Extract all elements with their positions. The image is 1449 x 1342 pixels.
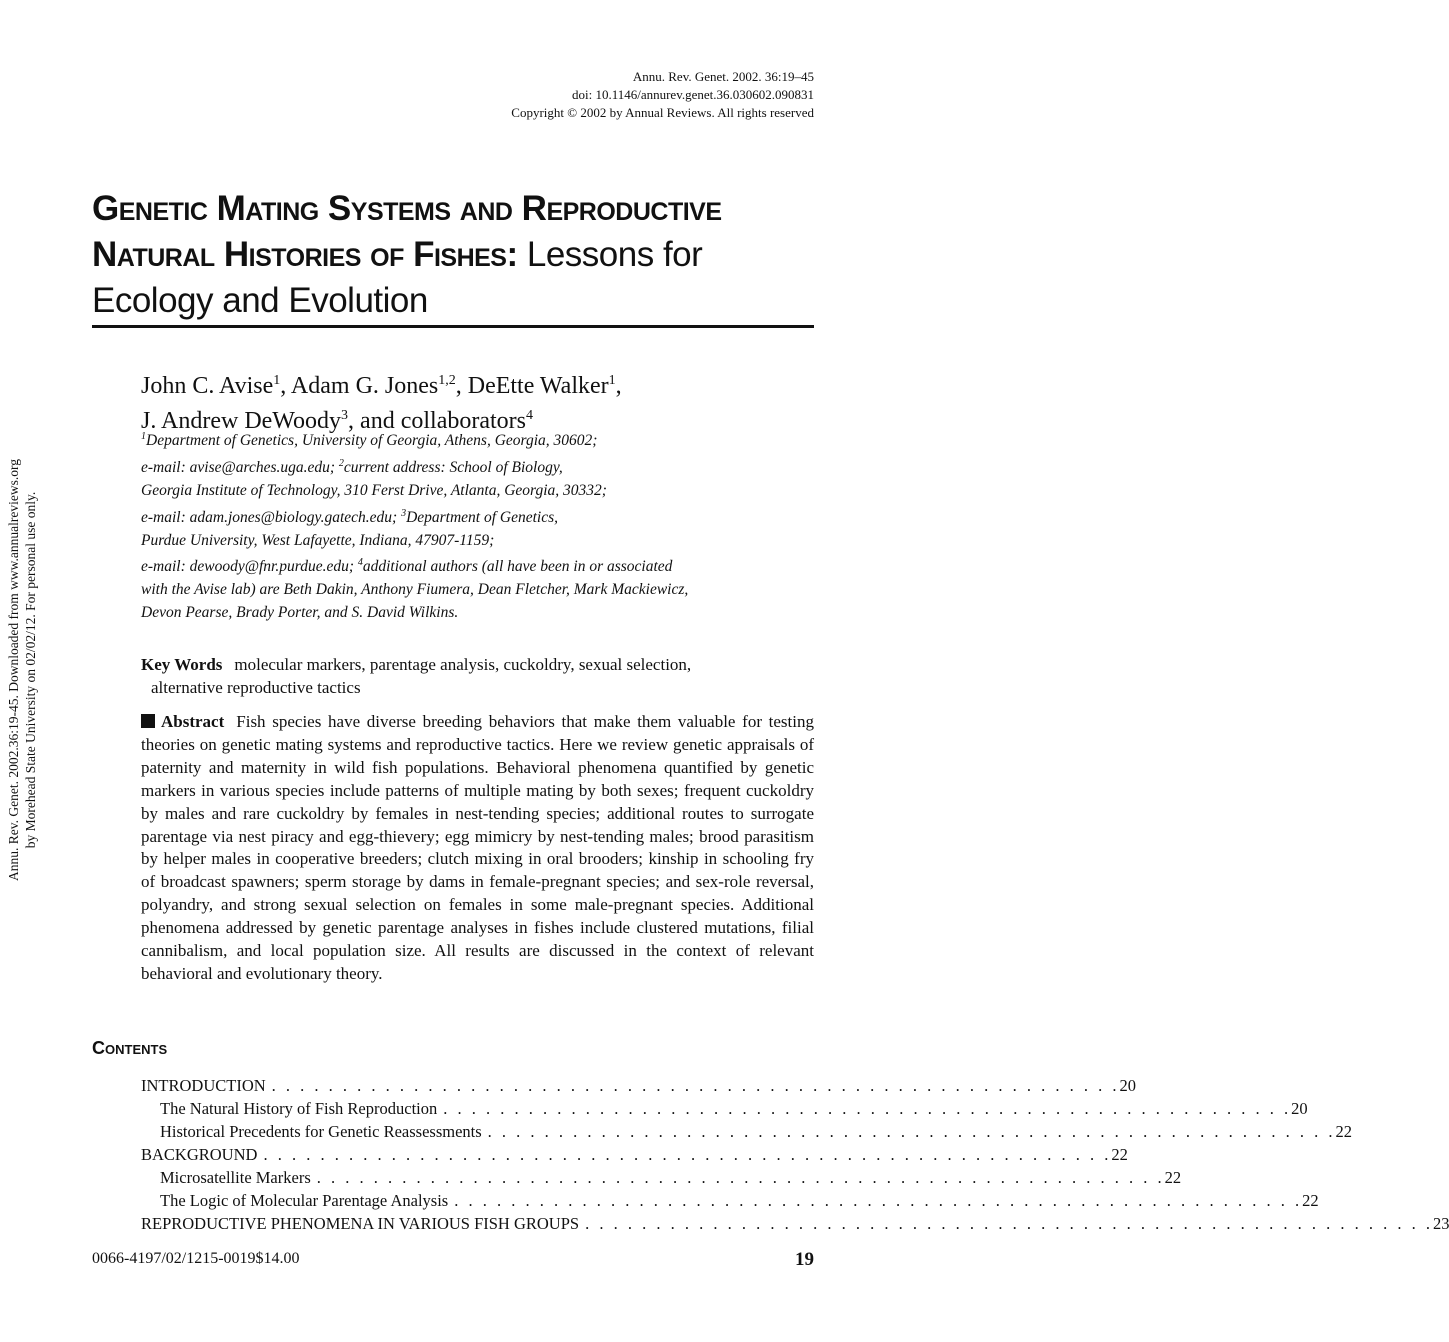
author-name: J. Andrew DeWoody [141, 408, 342, 434]
abstract-label: Abstract [161, 712, 225, 731]
author-sep: , [615, 373, 622, 399]
doi[interactable]: doi: 10.1146/annurev.genet.36.030602.090831 [571, 87, 814, 102]
toc-page: 22 [1164, 1168, 1182, 1187]
author-affil-mark: 1,2 [438, 373, 456, 388]
toc-title: Historical Precedents for Genetic Reassessments [160, 1122, 482, 1141]
page-number: 19 [795, 1249, 814, 1270]
download-notice [5, 390, 39, 950]
toc-leader: . . . . . . . . . . . . . . . . . . . . . . . . . . . . . . . . . . . . . . . . . . . . . . . . . . . . . . . . . . . . [454, 1191, 1303, 1210]
author-name: John C. Avise [141, 373, 274, 399]
toc-page: 22 [1302, 1191, 1319, 1210]
affil-line: Purdue University, West Lafayette, Indiana, 47907-1159; [141, 531, 495, 549]
affiliations [141, 426, 821, 625]
title-main: Genetic Mating Systems and Reproductive Natural Histories of Fishes: [92, 189, 722, 274]
affil-mark: 2 [338, 457, 344, 469]
toc-entry[interactable] [141, 1191, 1319, 1214]
toc-title: BACKGROUND [141, 1145, 258, 1164]
affil-line: Department of Genetics, University of Georgia, Athens, Georgia, 30602; [146, 432, 598, 450]
author-name: , DeEtte Walker [455, 373, 609, 399]
affil-line: e-mail: adam.jones@biology.gatech.edu; [141, 508, 402, 526]
toc-page: 22 [1335, 1122, 1353, 1141]
keywords-line2: alternative reproductive tactics [151, 678, 361, 697]
toc-title: REPRODUCTIVE PHENOMENA IN VARIOUS FISH GROUPS [141, 1214, 580, 1233]
affil-mark: 3 [401, 507, 407, 519]
keywords [141, 653, 814, 699]
toc-entry[interactable] [141, 1214, 1449, 1237]
affil-mark: 4 [357, 557, 363, 569]
toc-title: The Natural History of Fish Reproduction [160, 1099, 438, 1118]
author-affil-mark: 4 [525, 408, 533, 423]
toc-entry[interactable] [141, 1168, 1182, 1191]
toc-title: The Logic of Molecular Parentage Analysis [160, 1191, 449, 1210]
square-bullet-icon [141, 714, 155, 728]
affil-mark: 1 [141, 431, 146, 442]
author-name: , and collaborators [348, 408, 526, 434]
affil-line: additional authors (all have been in or associated [362, 558, 673, 576]
toc-leader: . . . . . . . . . . . . . . . . . . . . . . . . . . . . . . . . . . . . . . . . . . . . . . . . . . . . . . . . . . . . [316, 1168, 1165, 1187]
affil-line: e-mail: avise@arches.uga.edu; [141, 459, 339, 477]
journal-header [511, 68, 814, 122]
affil-line: current address: School of Biology, [343, 459, 563, 477]
toc-leader: . . . . . . . . . . . . . . . . . . . . . . . . . . . . . . . . . . . . . . . . . . . . . . . . . . . . . . . . . . . . [585, 1214, 1433, 1233]
download-notice-line2: by Morehead State University on 02/02/12. For personal use only. [23, 491, 38, 849]
toc-page: 20 [1119, 1076, 1137, 1095]
toc-leader: . . . . . . . . . . . . . . . . . . . . . . . . . . . . . . . . . . . . . . . . . . . . . . . . . . . . . . . . . . . . [263, 1145, 1112, 1164]
author-affil-mark: 1 [273, 373, 281, 388]
affil-line: Georgia Institute of Technology, 310 Ferst Drive, Atlanta, Georgia, 30332; [141, 481, 607, 499]
author-affil-mark: 1 [608, 373, 616, 388]
contents-heading: Contents [92, 1038, 168, 1058]
keywords-line1: molecular markers, parentage analysis, cuckoldry, sexual selection, [234, 655, 692, 674]
affil-line: with the Avise lab) are Beth Dakin, Anthony Fiumera, Dean Fletcher, Mark Mackiewicz, [141, 581, 689, 599]
toc-page: 23 [1432, 1214, 1449, 1233]
keywords-label: Key Words [141, 655, 223, 674]
affil-line: Department of Genetics, [406, 508, 559, 526]
price-code: 0066-4197/02/1215-0019$14.00 [92, 1250, 300, 1267]
toc-leader: . . . . . . . . . . . . . . . . . . . . . . . . . . . . . . . . . . . . . . . . . . . . . . . . . . . . . . . . . . . . [487, 1122, 1336, 1141]
title-rule [92, 325, 814, 328]
abstract-text: Fish species have diverse breeding behaviors that make them valuable for testing theories on genetic mating systems and reproductive tactics. Here we review genetic appraisals of paternity and maternity in wild fish populations. Behavioral phenomena quantified by genetic markers in various species include patterns of multiple mating by both sexes; frequent cuckoldry by males and rare cuckoldry by females in nest-tending species; additional routes to surrogate parentage via nest piracy and egg-thievery; egg mimicry by nest-tending males; brood parasitism by helper males in cooperative breeders; clutch mixing in oral brooders; kinship in schooling fry of broadcast spawners; sperm storage by dams in female-pregnant species; and sex-role reversal, polyandry, and strong sexual selection on females in some male-pregnant species. Additional phenomena addressed by genetic parentage analyses in fishes include clustered mutations, filial cannibalism, and local population size. All results are discussed in the context of relevant behavioral and evolutionary theory. [141, 712, 814, 983]
toc-page: 22 [1111, 1145, 1128, 1164]
copyright: Copyright © 2002 by Annual Reviews. All rights reserved [511, 105, 814, 120]
toc-page: 20 [1291, 1099, 1308, 1118]
article-title [92, 186, 814, 324]
toc-title: INTRODUCTION [141, 1076, 266, 1095]
toc-entry[interactable] [141, 1145, 1128, 1168]
journal-citation: Annu. Rev. Genet. 2002. 36:19–45 [632, 69, 814, 84]
affil-line: e-mail: dewoody@fnr.purdue.edu; [141, 558, 358, 576]
download-notice-line1: Annu. Rev. Genet. 2002.36:19-45. Downloaded from www.annualreviews.org [6, 458, 21, 882]
table-of-contents [141, 1076, 1449, 1237]
author-affil-mark: 3 [341, 408, 349, 423]
toc-entry[interactable] [141, 1122, 1353, 1145]
author-name: , Adam G. Jones [280, 373, 439, 399]
affil-line: Devon Pearse, Brady Porter, and S. David Wilkins. [141, 604, 459, 622]
title-subtitle: Lessons for Ecology and Evolution [92, 235, 703, 320]
toc-entry[interactable] [141, 1099, 1308, 1122]
toc-entry[interactable] [141, 1076, 1137, 1099]
toc-leader: . . . . . . . . . . . . . . . . . . . . . . . . . . . . . . . . . . . . . . . . . . . . . . . . . . . . . . . . . . . . [443, 1099, 1292, 1118]
toc-title: Microsatellite Markers [160, 1168, 311, 1187]
abstract [141, 711, 814, 986]
toc-leader: . . . . . . . . . . . . . . . . . . . . . . . . . . . . . . . . . . . . . . . . . . . . . . . . . . . . . . . . . . . . [271, 1076, 1120, 1095]
